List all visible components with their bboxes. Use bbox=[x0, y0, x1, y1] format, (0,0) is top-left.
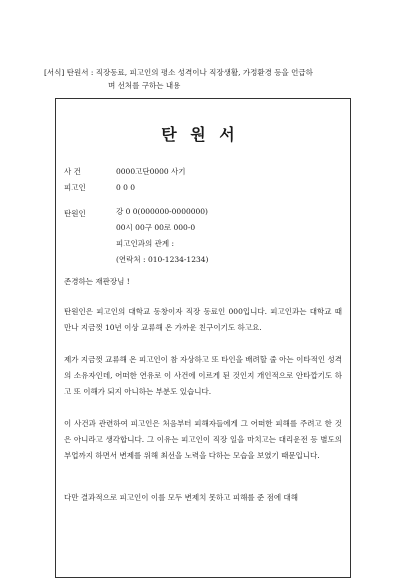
paragraph-3: 이 사건과 관련하여 피고인은 처음부터 피해자들에게 그 어떠한 피해를 주려고 한 것은 아니라고 생각합니다. 그 이유는 피고인이 직장 일을 마치고는 대리운전 등 별도의 부업까지 하면서 변제를 위해 최선을 노력을 다하는 모습을 보였기 때문입니다. bbox=[64, 419, 342, 460]
caption-line-1: [서식] 탄원서 : 직장동료, 피고인의 평소 성격이나 직장생활, 가정환경 등을 언급하 bbox=[44, 68, 313, 77]
document-title: 탄 원 서 bbox=[161, 125, 239, 144]
petitioner-address: 00시 00구 00로 000-0 bbox=[116, 223, 196, 232]
petitioner-name: 강 0 0(000000-0000000) bbox=[116, 207, 208, 216]
defendant-value: 0 0 0 bbox=[116, 183, 136, 192]
caption-line-2: 며 선처를 구하는 내용 bbox=[108, 81, 181, 90]
case-value: 0000고단0000 사기 bbox=[116, 167, 186, 176]
defendant-label: 피고인 bbox=[64, 183, 86, 192]
paragraph-2: 제가 지금껏 교류해 온 피고인이 참 자상하고 또 타인을 배려할 줄 아는 이타적인 성격의 소유자인데, 어떠한 연유로 이 사건에 이르게 된 것인지 개인적으로 안타깝기도 하고 또 이해가 되지 아니하는 부분도 있습니다. bbox=[64, 355, 342, 396]
salutation: 존경하는 재판장님 ! bbox=[64, 277, 130, 286]
petitioner-details bbox=[116, 204, 208, 268]
petitioner-relation: 피고인과의 관계 : bbox=[116, 239, 175, 248]
paragraph-4: 다만 결과적으로 피고인이 이를 모두 변제치 못하고 피해를 준 점에 대해 bbox=[64, 493, 298, 502]
form-caption bbox=[44, 66, 374, 92]
case-label: 사 건 bbox=[64, 167, 81, 176]
document-frame bbox=[55, 98, 351, 578]
petitioner-contact: (연락처 : 010-1234-1234) bbox=[116, 255, 209, 264]
paragraph-1: 탄원인은 피고인의 대학교 동창이자 직장 동료인 000입니다. 피고인과는 대학교 때 만나 지금껏 10년 이상 교류해 온 가까운 친구이기도 하고요. bbox=[64, 307, 342, 332]
petitioner-label: 탄원인 bbox=[64, 209, 86, 218]
